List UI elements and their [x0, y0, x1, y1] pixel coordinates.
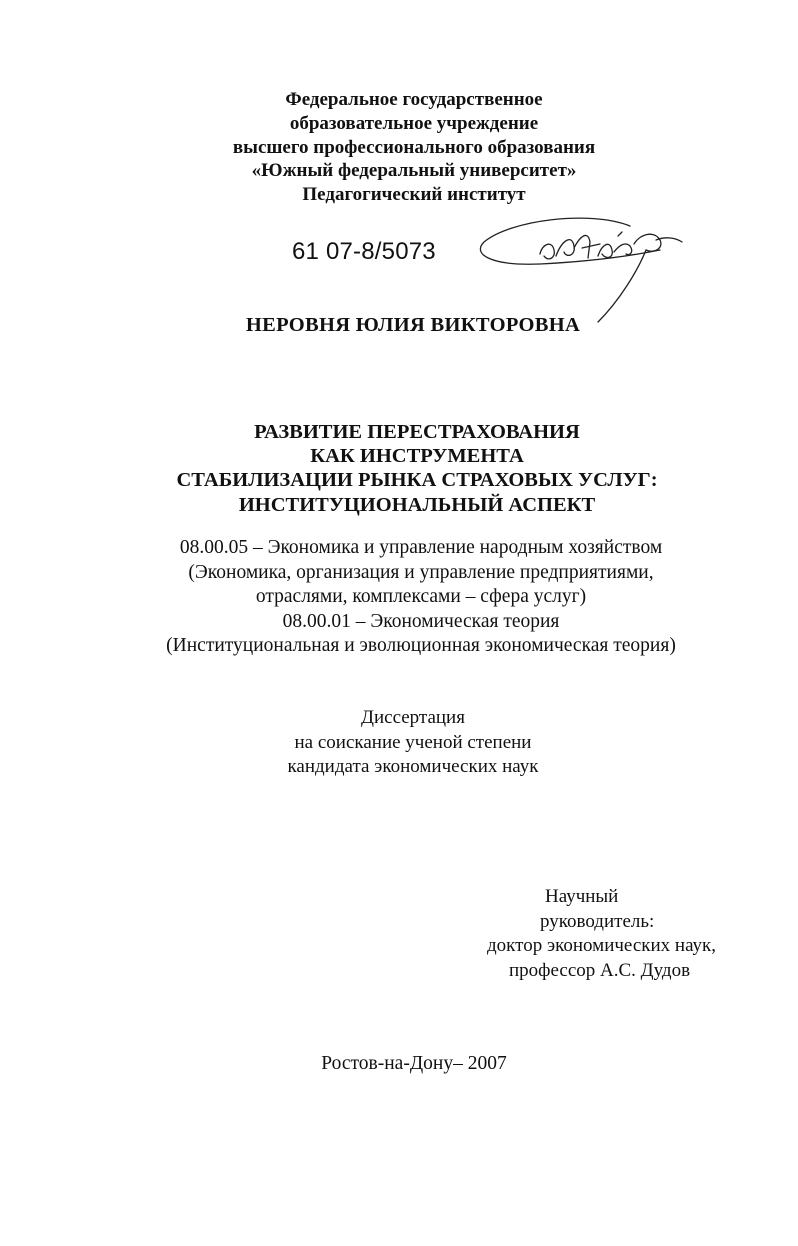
registration-number: 61 07-8/5073 [292, 238, 436, 265]
specialty-line: отраслями, комплексами – сфера услуг) [255, 586, 587, 607]
dissertation-title [18, 420, 798, 517]
institution-line: Педагогический институт [302, 184, 526, 206]
place-and-year: Ростов-на-Дону– 2007 [321, 1053, 507, 1074]
supervisor-block [480, 885, 720, 983]
institution-line: «Южный федеральный университет» [251, 160, 577, 182]
title-line: СТАБИЛИЗАЦИИ РЫНКА СТРАХОВЫХ УСЛУГ: [176, 469, 658, 492]
supervisor-line: профессор А.С. Дудов [509, 959, 691, 981]
work-type-line: Диссертация [361, 707, 465, 728]
specialty-line: 08.00.05 – Экономика и управление народным хозяйством [179, 537, 663, 558]
signature-icon [470, 200, 700, 330]
title-line: ИНСТИТУЦИОНАЛЬНЫЙ АСПЕКТ [238, 493, 596, 516]
specialties-block [22, 536, 798, 659]
work-type-line: на соискание ученой степени [294, 731, 532, 753]
specialty-line: 08.00.01 – Экономическая теория [282, 610, 560, 632]
institution-line: Федеральное государственное [285, 89, 543, 110]
supervisor-line: руководитель: [540, 910, 655, 932]
institution-header [15, 88, 798, 207]
work-type-line: кандидата экономических наук [287, 756, 539, 777]
title-line: РАЗВИТИЕ ПЕРЕСТРАХОВАНИЯ [254, 421, 580, 443]
institution-line: образовательное учреждение [289, 112, 539, 134]
supervisor-line: доктор экономических наук, [487, 935, 717, 956]
author-name: НЕРОВНЯ ЮЛИЯ ВИКТОРОВНА [245, 314, 581, 336]
work-type-block [14, 706, 798, 780]
specialty-line: (Экономика, организация и управление предприятиями, [188, 561, 654, 583]
title-line: КАК ИНСТРУМЕНТА [310, 445, 524, 468]
supervisor-line: Научный [545, 886, 619, 907]
institution-line: высшего профессионального образования [232, 136, 596, 158]
specialty-line: (Институциональная и эволюционная экономическая теория) [166, 635, 676, 656]
